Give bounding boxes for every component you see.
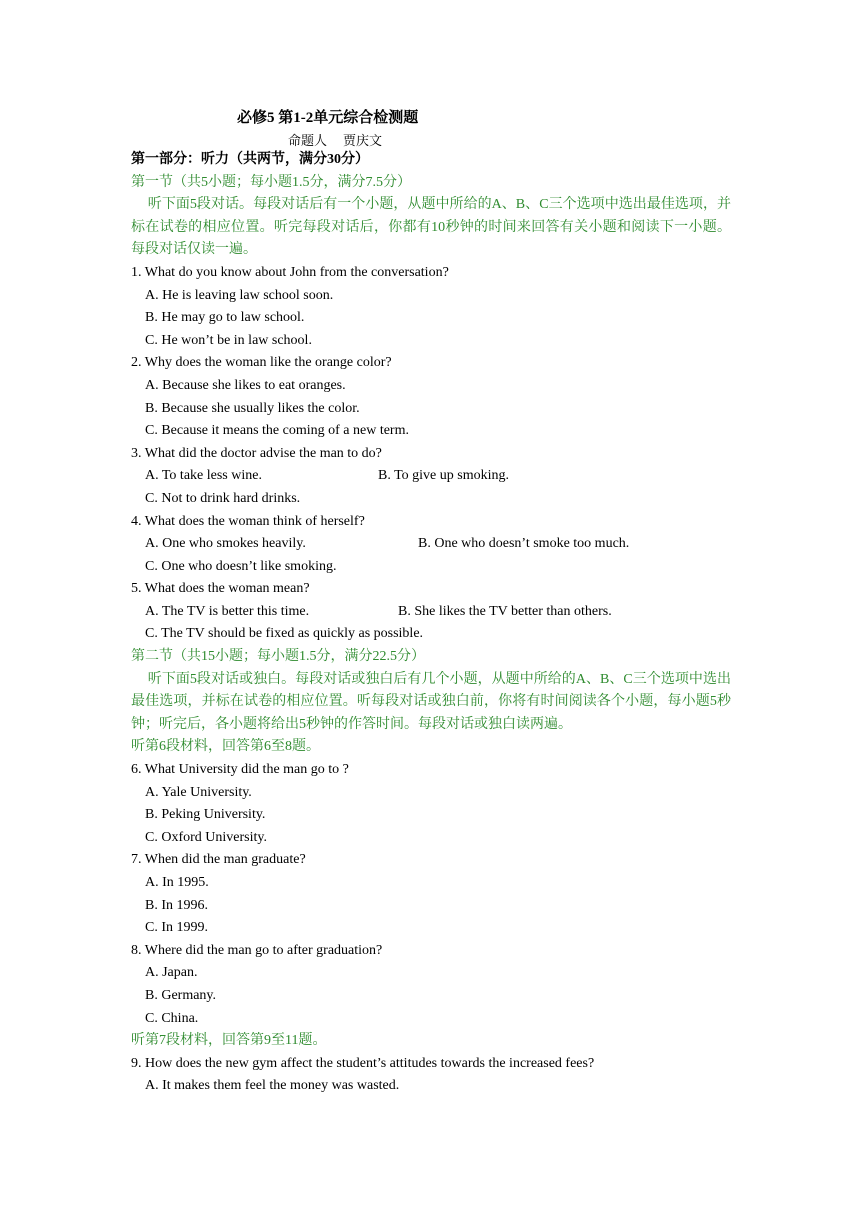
author-name: 贾庆文 — [343, 133, 383, 148]
q2-option-a: A. Because she likes to eat oranges. — [145, 377, 346, 393]
q7-option-a: A. In 1995. — [145, 875, 209, 890]
q1-option-a: A. He is leaving law school soon. — [145, 287, 334, 303]
q5-option-b: B. She likes the TV better than others. — [398, 603, 612, 619]
q6-option-a: A. Yale University. — [145, 784, 252, 800]
question-9: 9. How does the new gym affect the student’s attitudes towards the increased fees? — [131, 1055, 595, 1071]
question-8: 8. Where did the man go to after graduation? — [131, 942, 383, 958]
q4-option-b: B. One who doesn’t smoke too much. — [418, 536, 630, 552]
q3-option-a: A. To take less wine. — [145, 468, 262, 484]
q2-option-c: C. Because it means the coming of a new term. — [145, 423, 409, 439]
q7-option-b: B. In 1996. — [145, 897, 208, 913]
q5-option-a: A. The TV is better this time. — [145, 603, 310, 619]
q6-option-c: C. Oxford University. — [145, 829, 267, 845]
q4-option-c: C. One who doesn’t like smoking. — [145, 558, 337, 574]
q5-option-c: C. The TV should be fixed as quickly as possible. — [145, 626, 424, 642]
question-2: 2. Why does the woman like the orange color? — [131, 355, 392, 371]
q8-option-a: A. Japan. — [145, 965, 198, 981]
q1-option-b: B. He may go to law school. — [145, 310, 305, 326]
q6-option-b: B. Peking University. — [145, 807, 266, 823]
q8-option-b: B. Germany. — [145, 987, 217, 1003]
exam-body — [131, 149, 731, 1098]
section2-heading: 第二节（共15小题；每小题1.5分，满分22.5分） — [131, 649, 425, 665]
q4-options-ab — [131, 533, 731, 556]
q3-option-c: C. Not to drink hard drinks. — [145, 490, 301, 506]
q7-option-c: C. In 1999. — [145, 920, 208, 936]
section1-instructions: 听下面5段对话。每段对话后有一个小题，从题中所给的A、B、C三个选项中选出最佳选项，并标在试卷的相应位置。听完每段对话后，你都有10秒钟的时间来回答有关小题和阅读下一小题。每段对话仅读一遍。 — [131, 197, 731, 258]
q8-option-c: C. China. — [145, 1010, 199, 1026]
author-line — [288, 130, 382, 149]
section2-instructions: 听下面5段对话或独白。每段对话或独白后有几个小题，从题中所给的A、B、C三个选项中选出最佳选项，并标在试卷的相应位置。听每段对话或独白前，你将有时间阅读各个小题，每小题5秒钟；听完后，各小题将给出5秒钟的作答时间。每段对话或独白读两遍。 — [131, 671, 731, 732]
page-title: 必修5 第1-2单元综合检测题 — [237, 110, 419, 126]
question-3: 3. What did the doctor advise the man to do? — [131, 445, 382, 461]
material-7-note: 听第7段材料，回答第9至11题。 — [131, 1033, 327, 1049]
question-4: 4. What does the woman think of herself? — [131, 513, 365, 529]
question-1: 1. What do you know about John from the conversation? — [131, 264, 449, 280]
question-6: 6. What University did the man go to ? — [131, 762, 349, 778]
q5-options-ab — [131, 601, 731, 624]
author-label: 命题人 — [288, 133, 328, 148]
q4-option-a: A. One who smokes heavily. — [145, 536, 306, 552]
q9-option-a: A. It makes them feel the money was wasted. — [145, 1078, 400, 1094]
question-5: 5. What does the woman mean? — [131, 581, 310, 597]
q2-option-b: B. Because she usually likes the color. — [145, 400, 360, 416]
q3-options-ab — [131, 465, 731, 488]
question-7: 7. When did the man graduate? — [131, 852, 306, 868]
material-6-note: 听第6段材料，回答第6至8题。 — [131, 739, 320, 755]
part1-heading: 第一部分：听力（共两节，满分30分） — [131, 152, 369, 167]
section1-heading: 第一节（共5小题；每小题1.5分，满分7.5分） — [131, 174, 411, 190]
q3-option-b: B. To give up smoking. — [378, 468, 509, 484]
q1-option-c: C. He won’t be in law school. — [145, 332, 312, 348]
